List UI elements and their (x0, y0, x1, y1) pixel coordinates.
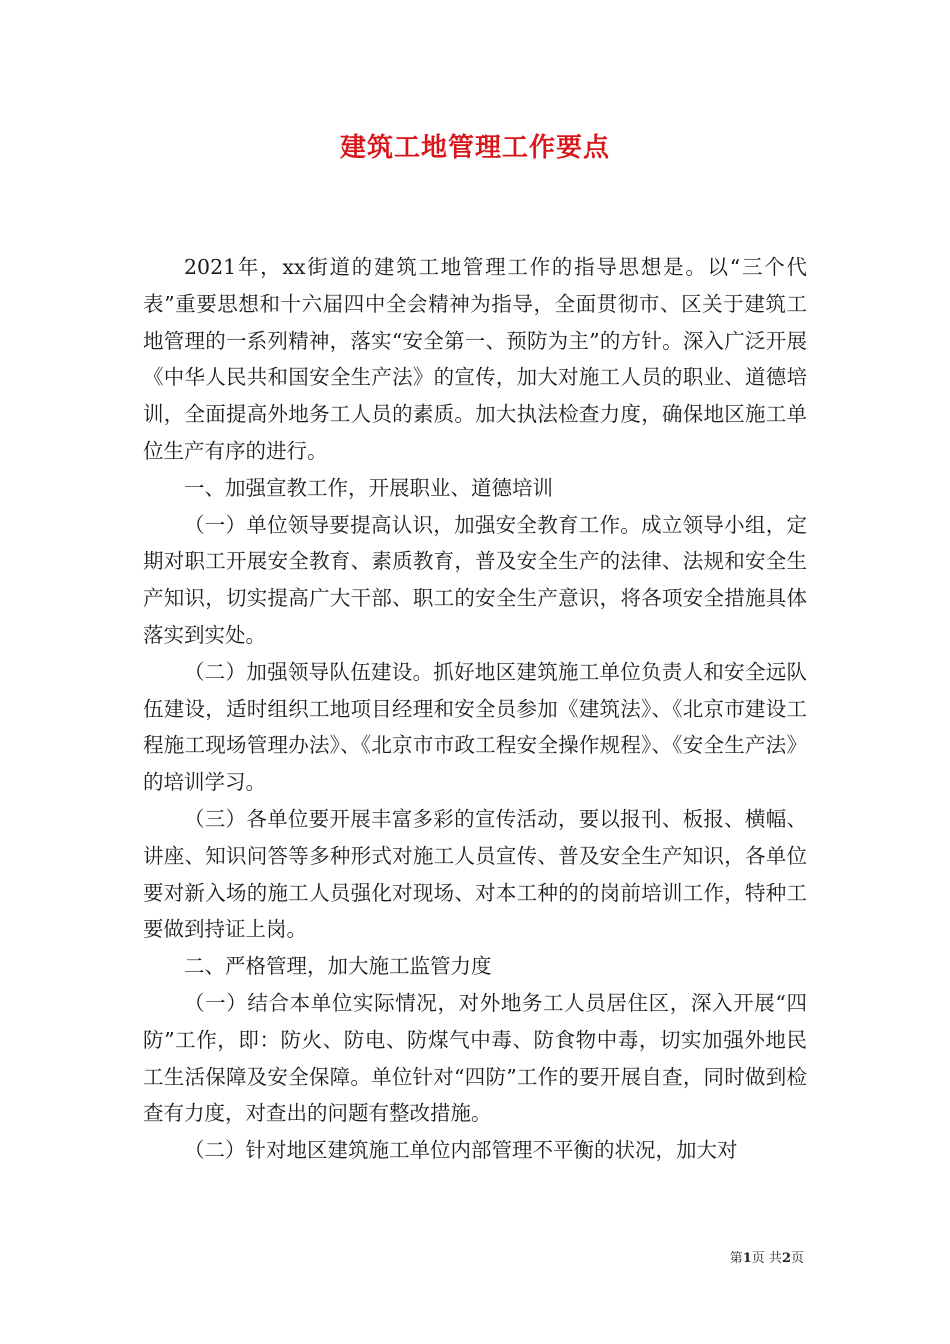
paragraph-intro: 2021年，xx街道的建筑工地管理工作的指导思想是。以“三个代表”重要思想和十六届四中全会精神为指导，全面贯彻市、区关于建筑工地管理的一系列精神，落实“安全第一、预防为主”的方针。深入广泛开展《中华人民共和国安全生产法》的宣传，加大对施工人员的职业、道德培训，全面提高外地务工人员的素质。加大执法检查力度，确保地区施工单位生产有序的进行。 (143, 255, 807, 463)
paragraph-1-3: （三）各单位要开展丰富多彩的宣传活动，要以报刊、板报、横幅、讲座、知识问答等多种形式对施工人员宣传、普及安全生产知识，各单位要对新入场的施工人员强化对现场、对本工种的的岗前培训工作，特种工要做到持证上岗。 (143, 806, 807, 942)
page-number-footer (730, 1250, 804, 1268)
paragraph-1-2: （二）加强领导队伍建设。抓好地区建筑施工单位负责人和安全远队伍建设，适时组织工地项目经理和安全员参加《建筑法》、《北京市建设工程施工现场管理办法》、《北京市市政工程安全操作规程》、《安全生产法》的培训学习。 (143, 659, 807, 795)
section-heading-2: 二、严格管理，加大施工监管力度 (184, 954, 492, 979)
paragraph-2-1: （一）结合本单位实际情况，对外地务工人员居住区，深入开展“四防”工作，即：防火、防电、防煤气中毒、防食物中毒，切实加强外地民工生活保障及安全保障。单位针对“四防”工作的要开展自查，同时做到检查有力度，对查出的问题有整改措施。 (143, 990, 807, 1126)
paragraph-2-2: （二）针对地区建筑施工单位内部管理不平衡的状况，加大对 (184, 1138, 738, 1163)
footer-suffix: 页 (790, 1251, 804, 1266)
footer-current-page: 1 (742, 1251, 752, 1266)
section-heading-1: 一、加强宣教工作，开展职业、道德培训 (184, 475, 553, 500)
document-title: 建筑工地管理工作要点 (339, 133, 610, 163)
footer-prefix: 第 (729, 1251, 743, 1266)
footer-middle: 页 共 (751, 1251, 782, 1266)
document-body (143, 249, 807, 1169)
footer-total-pages: 2 (781, 1251, 791, 1266)
paragraph-1-1: （一）单位领导要提高认识，加强安全教育工作。成立领导小组，定期对职工开展安全教育、素质教育，普及安全生产的法律、法规和安全生产知识，切实提高广大干部、职工的安全生产意识，将各项安全措施具体落实到实处。 (143, 512, 807, 647)
